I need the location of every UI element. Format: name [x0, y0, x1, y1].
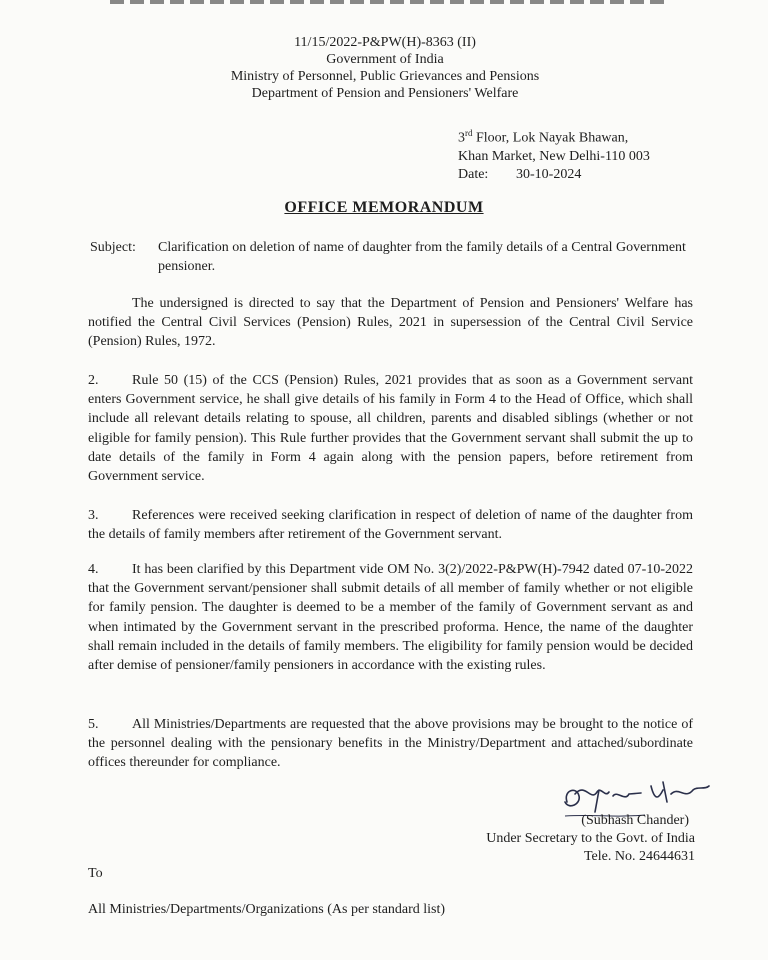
floor-building: Floor, Lok Nayak Bhawan, — [472, 130, 629, 146]
cropped-letterhead-strip — [110, 0, 670, 4]
subject-text: Clarification on deletion of name of daughter from the family details of a Central Government pensioner. — [158, 240, 686, 274]
subject-label: Subject: — [90, 240, 136, 255]
paragraph-3 — [88, 506, 693, 544]
memo-title: OFFICE MEMORANDUM — [284, 199, 484, 216]
government-name: Government of India — [326, 52, 444, 67]
paragraph-2-number: 2. — [88, 373, 99, 388]
paragraph-2 — [88, 371, 693, 486]
department-name: Department of Pension and Pensioners' Welfare — [251, 86, 519, 101]
signatory-name: (Subhash Chander) — [581, 813, 689, 828]
signatory-telephone: Tele. No. 24644631 — [583, 849, 695, 864]
paragraph-3-number: 3. — [88, 508, 99, 523]
file-number: 11/15/2022-P&PW(H)-8363 (II) — [294, 35, 476, 50]
paragraph-2-text: Rule 50 (15) of the CCS (Pension) Rules, 2021 provides that as soon as a Government servant enters Government service, he shall give details of his family in Form 4 to the Head of Office, which shall include all relevant details relating to spouse, all children, parents and disabled siblings (whether or not eligible for family pension). This Rule further provides that the Government servant shall submit the up to date details of the family in Form 4 again along with the pension papers, before retirement from Government service. — [88, 373, 693, 485]
paragraph-4-text: It has been clarified by this Department vide OM No. 3(2)/2022-P&PW(H)-7942 dated 07-10-2022 that the Government servant/pensioner shall submit details of all member of family whether or not eligible for family pension. The daughter is deemed to be a member of the family of Government servant as and when intimated by the Government servant in the prescribed proforma. Hence, the name of the daughter shall remain included in the details of family members. The eligibility for family pension would be decided after demise of pensioner/family pensioners in accordance with the existing rules. — [88, 562, 693, 674]
to-label: To — [88, 866, 103, 881]
date-label: Date: — [458, 166, 489, 182]
paragraph-3-text: References were received seeking clarification in respect of deletion of name of the daughter from the details of family members after retirement of the Government servant. — [88, 508, 693, 543]
floor-ordinal: rd — [465, 128, 473, 138]
paragraph-5-number: 5. — [88, 717, 99, 732]
floor-number: 3 — [458, 130, 465, 146]
signatory-block — [455, 812, 695, 866]
paragraph-5 — [88, 715, 693, 773]
paragraph-5-text: All Ministries/Departments are requested that the above provisions may be brought to the notice of the personnel dealing with the pensionary benefits in the Ministry/Department and attached/subordinate offices thereunder for compliance. — [88, 717, 693, 771]
recipients-list: All Ministries/Departments/Organizations (As per standard list) — [88, 902, 446, 917]
subject-line — [90, 238, 710, 276]
document-header — [160, 34, 610, 102]
date-line — [458, 166, 718, 184]
paragraph-1-text: The undersigned is directed to say that the Department of Pension and Pensioners' Welfare has notified the Central Civil Services (Pension) Rules, 2021 in supersession of the Central Civil Service (Pension) Rules, 1972. — [88, 296, 693, 350]
paragraph-4-number: 4. — [88, 562, 99, 577]
address-line-2: Khan Market, New Delhi-110 003 — [458, 148, 650, 164]
address-line-1 — [458, 124, 718, 148]
office-address — [458, 124, 718, 184]
paragraph-1 — [88, 294, 693, 352]
signatory-designation: Under Secretary to the Govt. of India — [486, 831, 695, 846]
date-value: 30-10-2024 — [516, 166, 582, 182]
paragraph-4 — [88, 560, 693, 675]
ministry-name: Ministry of Personnel, Public Grievances and Pensions — [230, 69, 540, 84]
